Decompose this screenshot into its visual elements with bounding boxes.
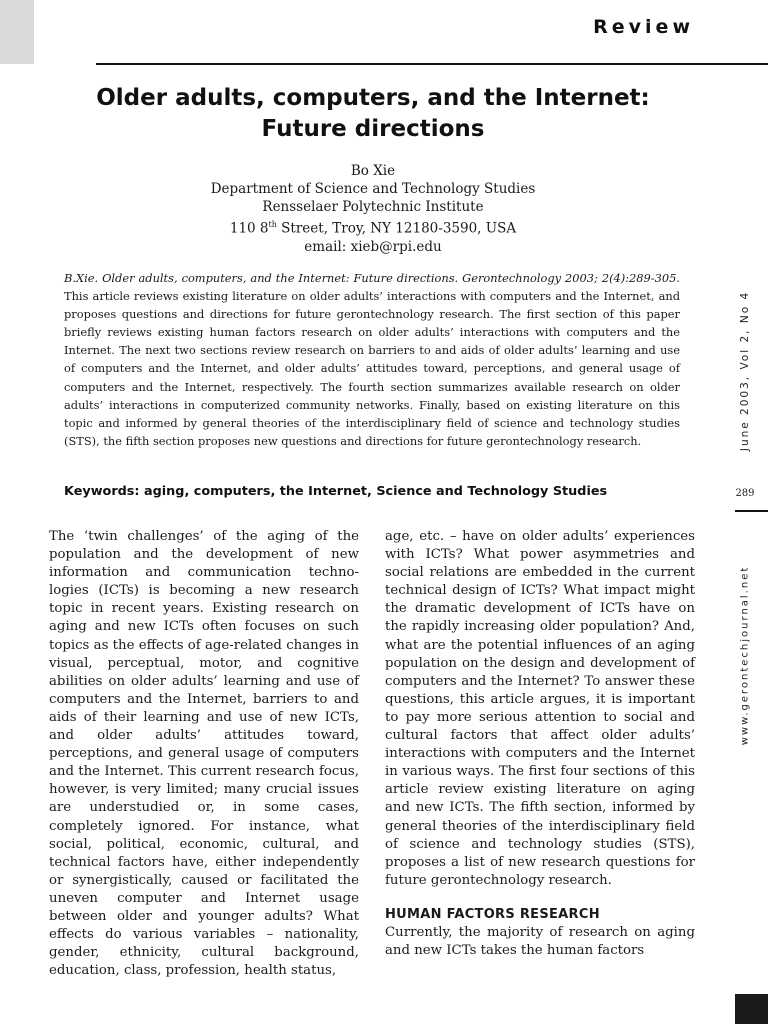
body-column-left <box>49 528 359 980</box>
address-ordinal: th <box>268 220 277 229</box>
author-address <box>64 216 682 238</box>
body-paragraph-2: age, etc. – have on older adults’ experiences with ICTs? What power asymmetries and social relations are embedded in the current technical design of ICTs? What impact might the dramatic development of ICTs have on the rapidly increasing older population? And, what are the potential influences of an aging population on the design and development of computers and the Internet? To answer these questions, this article argues, it is important to pay more serious attention to social and cultural factors that affect older adults’ interactions with computers and the Internet in various ways. The first four sections of this article review existing literature on aging and new ICTs. The fifth section, informed by general theories of the interdisciplinary field of science and technology studies (STS), proposes a list of new research questions for future gerontechnology research. <box>385 529 695 888</box>
side-rule <box>735 510 768 512</box>
author-department: Department of Science and Technology Studies <box>210 181 536 197</box>
body-column-right <box>385 528 695 960</box>
section-heading: HUMAN FACTORS RESEARCH <box>385 906 600 922</box>
abstract-citation: B.Xie. Older adults, computers, and the Internet: Future directions. Gerontechnology 2003; 2(4):289-305. <box>64 271 680 285</box>
issue-info-text: June 2003, Vol 2, No 4 <box>739 290 751 452</box>
abstract <box>64 269 680 450</box>
corner-tab-block <box>0 0 34 64</box>
title-line-1: Older adults, computers, and the Internet: <box>96 85 650 111</box>
corner-square-block <box>735 994 768 1024</box>
author-institution: Rensselaer Polytechnic Institute <box>262 199 484 215</box>
section-paragraph: Currently, the majority of research on aging and new ICTs takes the human factors <box>385 924 695 958</box>
section-label: Review <box>593 16 694 38</box>
page-number: 289 <box>735 488 755 499</box>
header-rule <box>96 63 768 65</box>
keywords: Keywords: aging, computers, the Internet, Science and Technology Studies <box>64 484 608 499</box>
body-paragraph-1: The ‘twin challenges’ of the aging of the population and the development of new information and communication techno-logies (ICTs) is becoming a new research topic in recent years. Existing research on aging and new ICTs often focuses on such topics as the effects of age-related changes in visual, perceptual, motor, and cognitive abilities on older adults’ learning and use of computers and the Internet, barriers to and aids of their learning and use of new ICTs, and older adults’ attitudes toward, perceptions, and general usage of computers and the Internet. This current research focus, however, is very limited; many crucial issues are understudied or, in some cases, completely ignored. For instance, what social, political, economic, cultural, and technical factors have, either independently or synergistically, caused or facilitated the uneven computer and Internet usage between older and younger adults? What effects do various variables – nationality, gender, ethnicity, cultural background, education, class, profession, health status, <box>49 529 359 979</box>
journal-website <box>735 565 755 745</box>
author-email: email: xieb@rpi.edu <box>304 238 442 255</box>
address-street: Street, Troy, NY 12180-3590, USA <box>276 220 517 237</box>
author-block <box>64 162 682 256</box>
author-name: Bo Xie <box>350 163 396 179</box>
journal-website-text: www.gerontechjournal.net <box>739 565 751 745</box>
issue-info <box>735 288 755 454</box>
title-line-2: Future directions <box>261 116 485 142</box>
abstract-text: This article reviews existing literature on older adults’ interactions with computers and the Internet, and proposes questions and directions for future gerontechnology research. The first section of this paper briefly reviews existing human factors research on older adults’ interactions with computers and the Internet. The next two sections review research on barriers to and aids of older adults’ learning and use of computers and the Internet, and older adults’ attitudes toward, perceptions, and general usage of computers and the Internet, respectively. The fourth section summarizes available research on older adults’ interactions in computerized community networks. Finally, based on existing literature on this topic and informed by general theories of the interdisciplinary field of science and technology studies (STS), the fifth section proposes new questions and directions for future gerontechnology research. <box>64 289 680 448</box>
article-title <box>64 83 682 145</box>
address-number: 110 8 <box>229 220 269 237</box>
